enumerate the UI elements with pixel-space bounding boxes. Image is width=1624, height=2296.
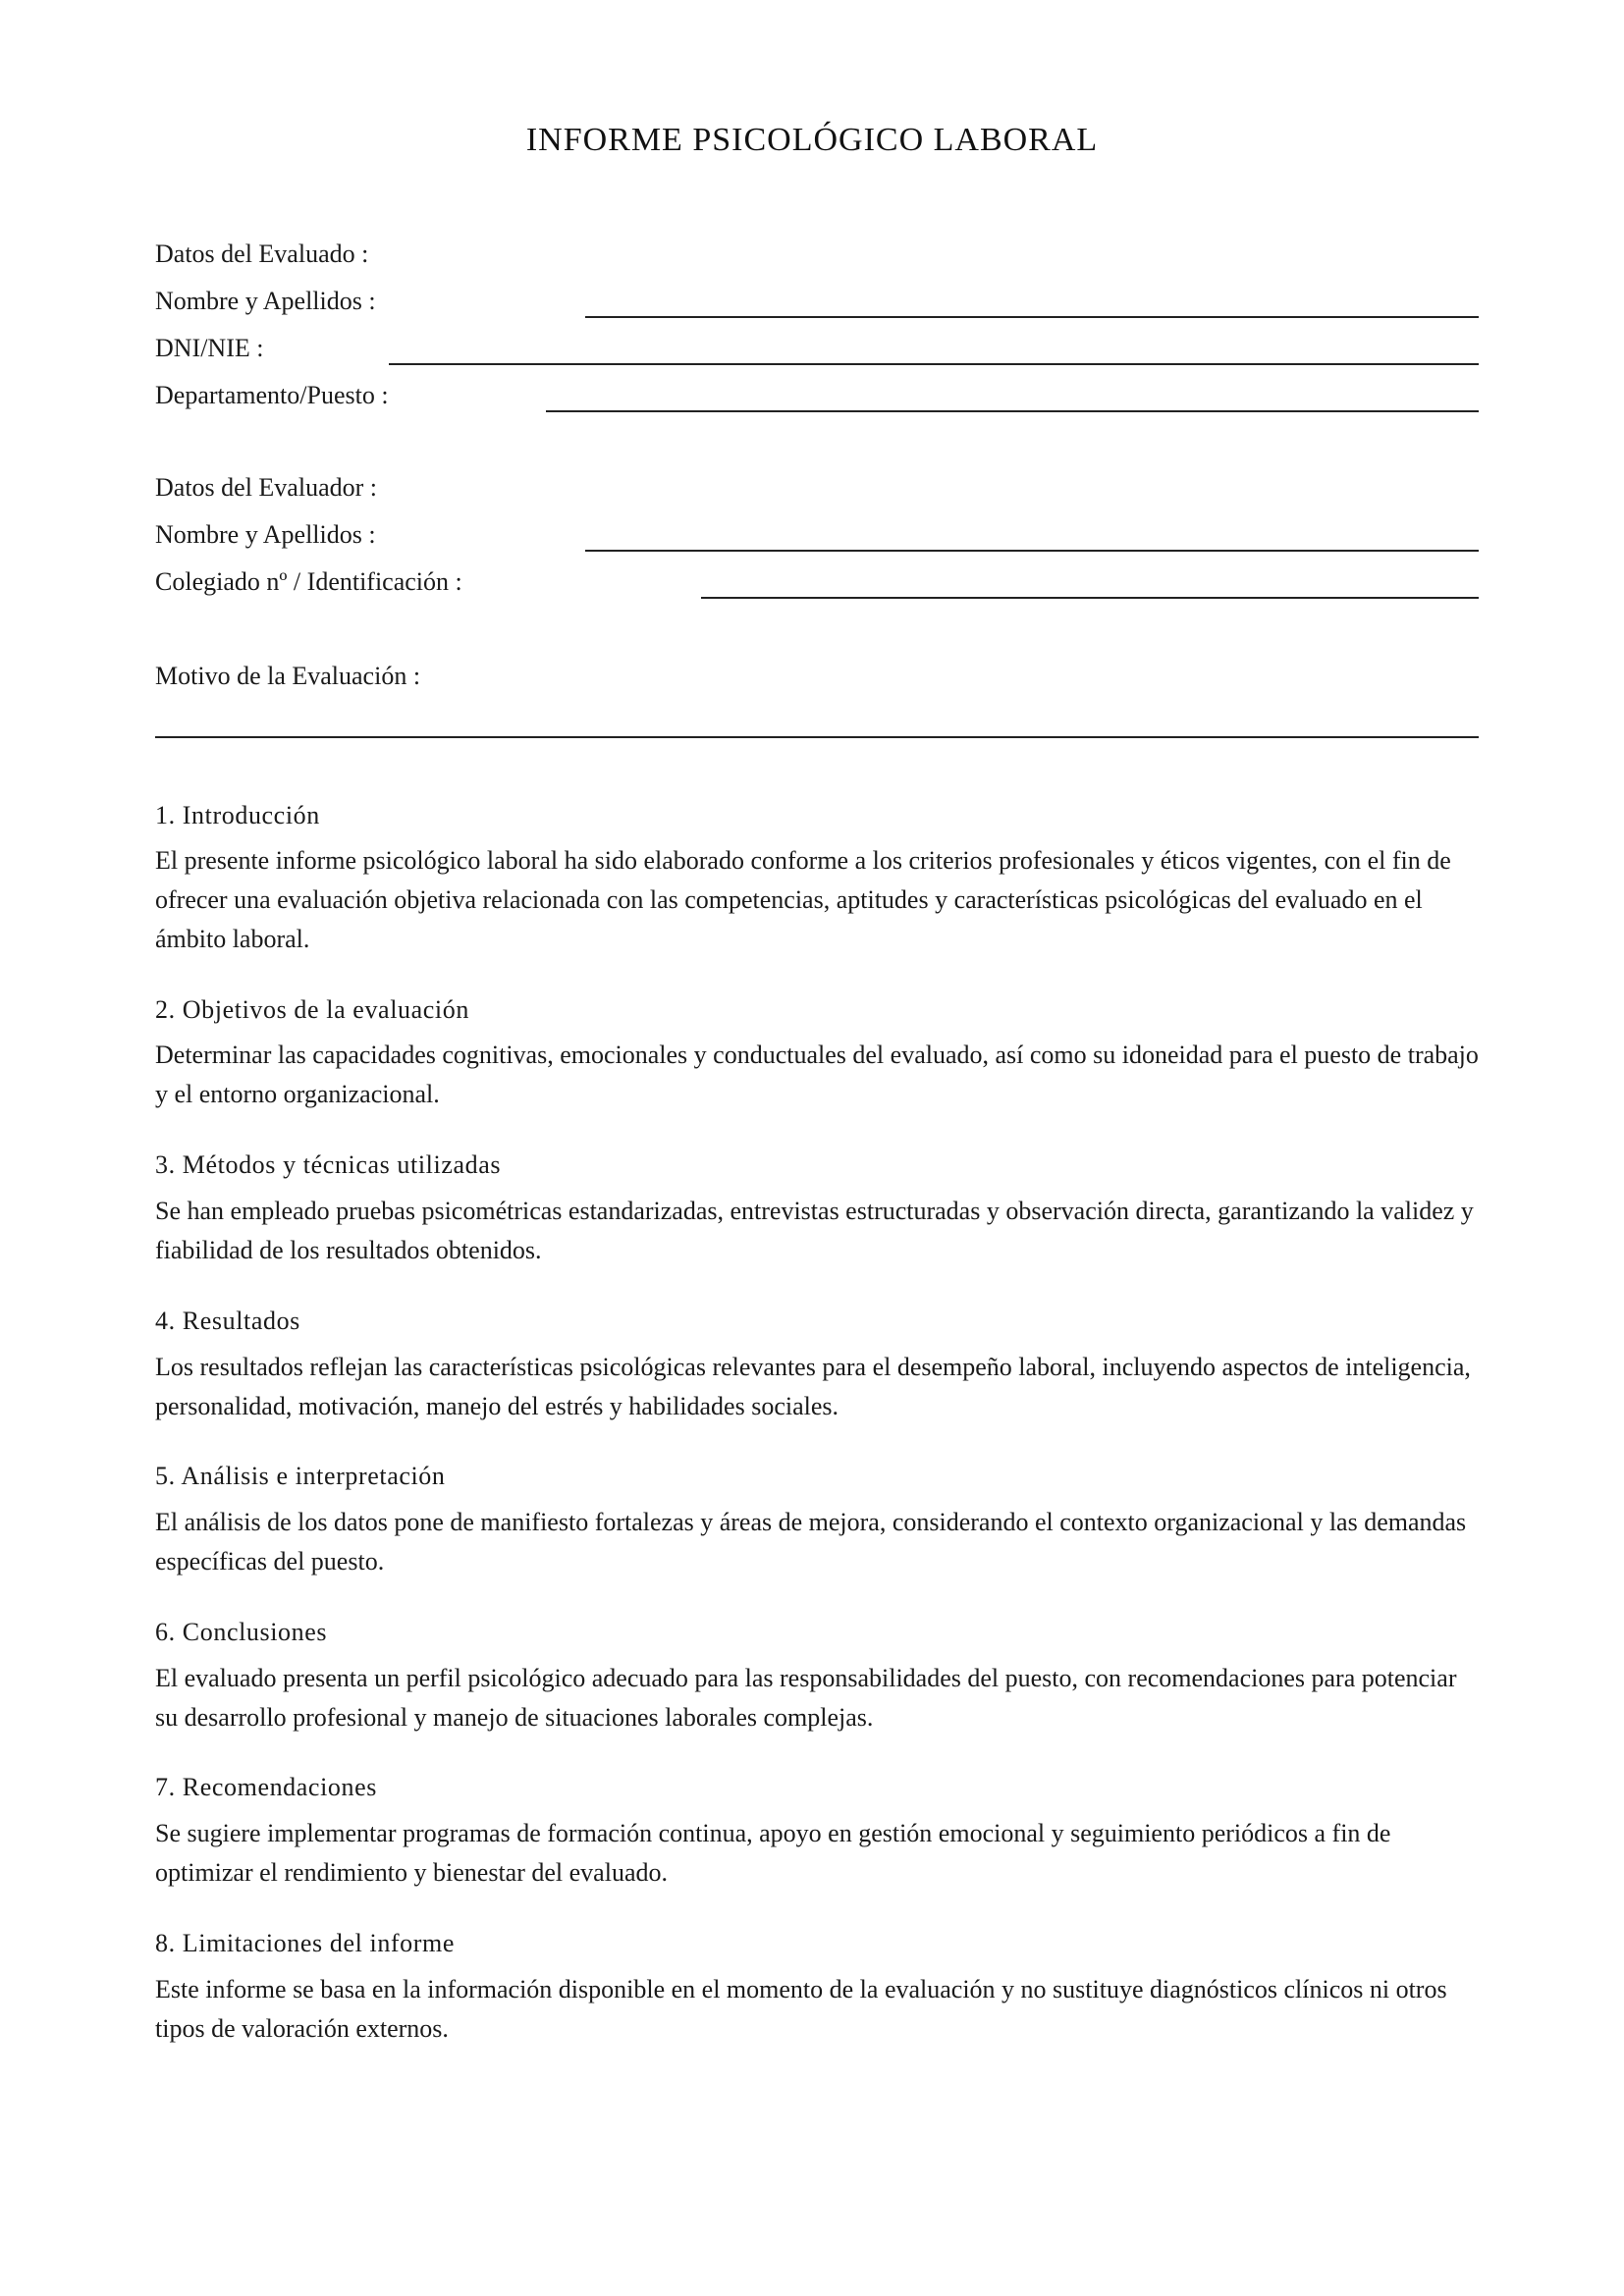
section-title: 3. Métodos y técnicas utilizadas [155, 1150, 502, 1179]
evaluado-departamento-field[interactable] [546, 410, 1479, 412]
evaluado-dni-field[interactable] [389, 363, 1479, 365]
evaluado-nombre-field[interactable] [585, 316, 1479, 318]
section-title: 5. Análisis e interpretación [155, 1462, 446, 1490]
section-text: Se sugiere implementar programas de formación continua, apoyo en gestión emocional y seguimiento periódicos a fin de optimizar el rendimiento y bienestar del evaluado. [155, 1819, 1391, 1887]
section-title: 4. Resultados [155, 1307, 300, 1335]
document-title: INFORME PSICOLÓGICO LABORAL [525, 122, 1099, 158]
evaluador-heading: Datos del Evaluador : [155, 473, 377, 502]
section-text: Este informe se basa en la información disponible en el momento de la evaluación y no sustituye diagnósticos clínicos ni otros tipos de valoración externos. [155, 1975, 1447, 2043]
section-text: El presente informe psicológico laboral ha sido elaborado conforme a los criterios profesionales y éticos vigentes, con el fin de ofrecer una evaluación objetiva relacionada con las competencias, aptitudes y características psicológicas del evaluado en el ámbito laboral. [155, 846, 1451, 953]
evaluado-nombre-label: Nombre y Apellidos : [155, 287, 376, 315]
section-text: El evaluado presenta un perfil psicológico adecuado para las responsabilidades del puesto, con recomendaciones para potenciar su desarrollo profesional y manejo de situaciones laborales complejas. [155, 1664, 1457, 1732]
section-text: Los resultados reflejan las características psicológicas relevantes para el desempeño laboral, incluyendo aspectos de inteligencia, personalidad, motivación, manejo del estrés y habilidades sociales. [155, 1353, 1471, 1420]
motivo-label: Motivo de la Evaluación : [155, 662, 421, 690]
section-title: 8. Limitaciones del informe [155, 1929, 456, 1957]
evaluador-nombre-label: Nombre y Apellidos : [155, 520, 376, 549]
section-title: 2. Objetivos de la evaluación [155, 995, 469, 1024]
section-title: 7. Recomendaciones [155, 1773, 377, 1801]
section-text: Se han empleado pruebas psicométricas estandarizadas, entrevistas estructuradas y observación directa, garantizando la validez y fiabilidad de los resultados obtenidos. [155, 1197, 1474, 1264]
motivo-field[interactable] [155, 736, 1479, 738]
section-text: El análisis de los datos pone de manifiesto fortalezas y áreas de mejora, considerando el contexto organizacional y las demandas específicas del puesto. [155, 1508, 1467, 1575]
evaluador-colegiado-field[interactable] [701, 597, 1479, 599]
evaluador-nombre-field[interactable] [585, 550, 1479, 552]
section-title: 6. Conclusiones [155, 1618, 328, 1646]
evaluado-heading: Datos del Evaluado : [155, 240, 369, 268]
evaluado-dni-label: DNI/NIE : [155, 334, 264, 362]
evaluador-colegiado-label: Colegiado nº / Identificación : [155, 567, 462, 596]
section-title: 1. Introducción [155, 801, 320, 829]
section-text: Determinar las capacidades cognitivas, emocionales y conductuales del evaluado, así como su idoneidad para el puesto de trabajo y el entorno organizacional. [155, 1041, 1479, 1108]
evaluado-departamento-label: Departamento/Puesto : [155, 381, 389, 409]
